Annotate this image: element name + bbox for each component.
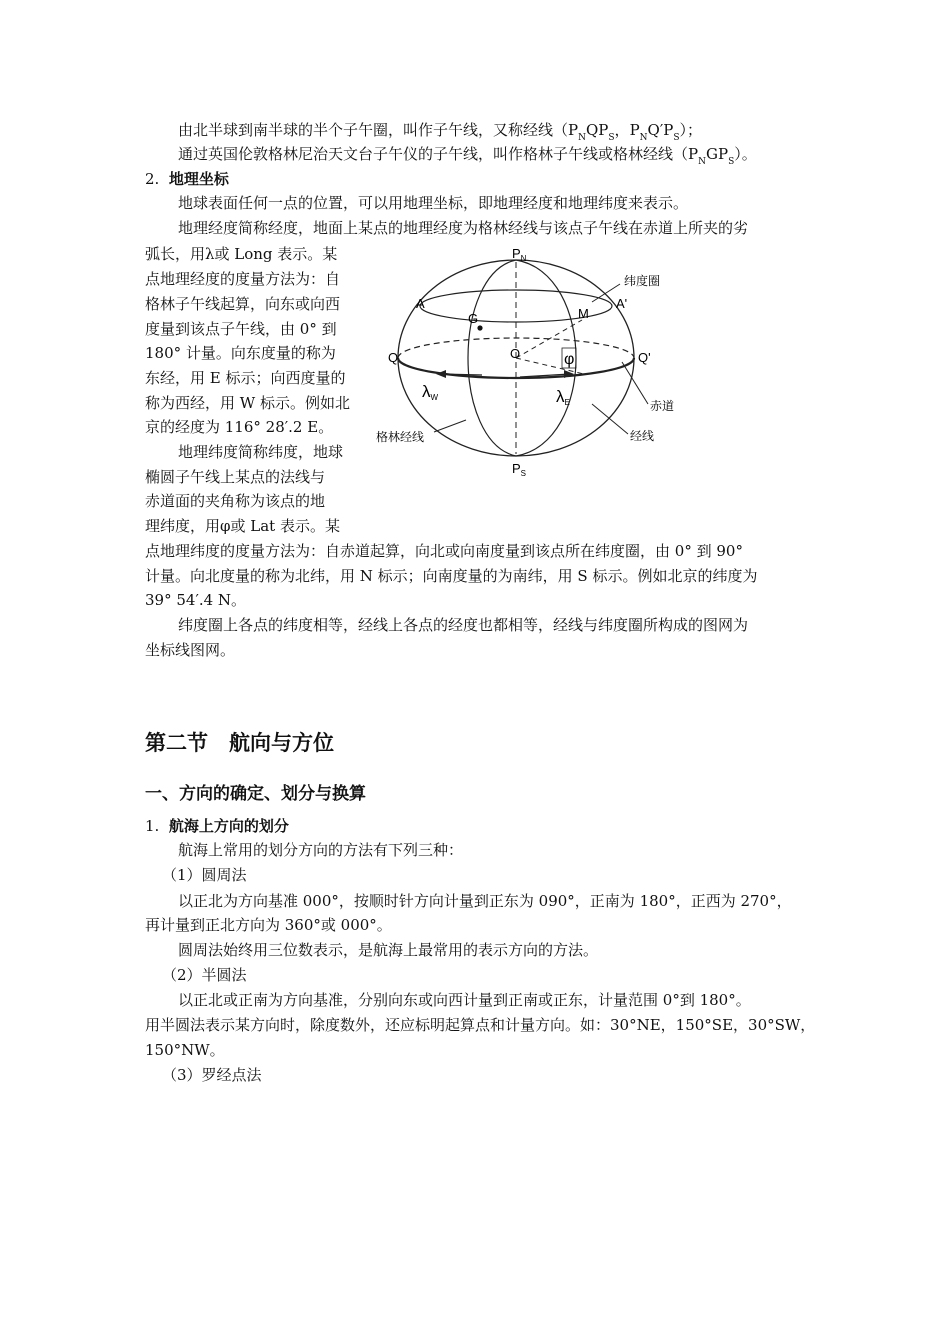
- method-1-line-2: 再计量到正北方向为 360°或 000°。: [145, 916, 392, 934]
- greenwich-meridian: [468, 260, 516, 456]
- text-run: 由北半球到南半球的半个子午圈，叫作子午线，又称经线（: [178, 121, 569, 139]
- symbol-p: P: [688, 145, 699, 163]
- left-col-line-5: 180° 计量。向东度量的称为: [145, 344, 336, 362]
- method-2-line-3: 150°NW。: [145, 1041, 225, 1059]
- subscript-n: N: [578, 133, 586, 143]
- left-col-line-1: 弧长，用λ或 Long 表示。某: [145, 245, 338, 263]
- separator: ，: [614, 121, 630, 139]
- label-latitude-circle: 纬度圈: [624, 274, 661, 288]
- subsection-number: 2.: [145, 170, 160, 188]
- label-lambda-w: λW: [422, 382, 439, 402]
- left-col-line-7: 称为西经，用 W 标示。例如北: [145, 394, 350, 412]
- section-heading-heading-and-bearing: 第二节 航向与方位: [145, 731, 334, 755]
- label-ps: $P_S$: [512, 461, 527, 478]
- leader-equator: [622, 362, 648, 404]
- symbol-gp: GP: [705, 145, 729, 163]
- label-pn: $P_N$: [512, 246, 527, 263]
- label-greenwich-meridian: 格林经线: [376, 430, 425, 444]
- leader-greenwich: [434, 420, 466, 432]
- label-phi: φ: [564, 351, 575, 368]
- graticule-line-2: 坐标线图网。: [145, 641, 236, 659]
- subscript-s: S: [673, 133, 680, 143]
- lambda-w-arrowhead: [436, 370, 446, 378]
- subscript-n: N: [639, 133, 648, 143]
- left-col-line-10: 椭圆子午线上某点的法线与: [145, 468, 326, 486]
- left-col-line-2: 点地理经度的度量方法为：自: [145, 270, 341, 288]
- item-title: 航海上方向的划分: [168, 817, 289, 835]
- method-2-line-2: 用半圆法表示某方向时，除度数外，还应标明起算点和计量方向。如：30°NE，150°SE，30°SW，: [145, 1016, 816, 1034]
- symbol-qp-prime: Q′P: [647, 121, 674, 139]
- paragraph-longitude-first-line: 地理经度简称经度，地面上某点的地理经度为格林经线与该点子午线在赤道上所夹的劣: [178, 219, 749, 237]
- label-m: M: [578, 306, 589, 321]
- symbol-p: P: [568, 121, 579, 139]
- method-2-line-1: 以正北或正南为方向基准，分别向东或向西计量到正南或正东，计量范围 0°到 180°。: [178, 991, 751, 1009]
- method-1-title: （1）圆周法: [162, 866, 247, 884]
- left-col-line-11: 赤道面的夹角称为该点的地: [145, 492, 326, 510]
- meridian-definition-line: [178, 120, 702, 143]
- left-col-line-9: 地理纬度简称纬度，地球: [178, 443, 344, 461]
- sub-heading-direction: 一、方向的确定、划分与换算: [145, 784, 366, 804]
- left-col-line-4: 度量到该点子午线，由 0° 到: [145, 320, 337, 338]
- earth-coordinate-figure: [370, 244, 690, 480]
- paragraph-methods-intro: 航海上常用的划分方向的方法有下列三种：: [178, 841, 464, 859]
- graticule-line-1: 纬度圈上各点的纬度相等，经线上各点的经度也都相等，经线与纬度圈所构成的图网为: [178, 616, 749, 634]
- symbol-p: P: [629, 121, 640, 139]
- paragraph-coordinates-intro: 地球表面任何一点的位置，可以用地理坐标，即地理经度和地理纬度来表示。: [178, 194, 689, 212]
- latitude-measure-line-2: 计量。向北度量的称为北纬，用 N 标示；向南度量的为南纬，用 S 标示。例如北京的纬度为: [145, 567, 758, 585]
- greenwich-meridian-line: [178, 144, 757, 167]
- latitude-measure-line-3: 39° 54′.4 N。: [145, 591, 247, 609]
- subscript-s: S: [728, 157, 735, 167]
- subscript-n: N: [698, 157, 706, 167]
- point-g: [477, 325, 482, 330]
- subsection-title: 地理坐标: [168, 170, 229, 188]
- left-col-line-6: 东经，用 E 标示；向西度量的: [145, 369, 346, 387]
- left-col-line-12: 理纬度，用φ或 Lat 表示。某: [145, 517, 340, 535]
- label-q: Q: [388, 350, 399, 365]
- item-number: 1.: [145, 817, 160, 835]
- method-1-line-1: 以正北为方向基准 000°，按顺时针方向计量到正东为 090°，正南为 180°，正西为 270°，: [178, 892, 792, 910]
- label-meridian: 经线: [630, 429, 655, 443]
- method-2-title: （2）半圆法: [162, 966, 247, 984]
- left-col-line-8: 京的经度为 116° 28′.2 E。: [145, 418, 334, 436]
- text-run: 通过英国伦敦格林尼治天文台子午仪的子午线，叫作格林子午线或格林经线（: [178, 145, 689, 163]
- label-a: A: [416, 296, 425, 311]
- label-a-prime: A': [616, 296, 628, 311]
- item-heading-direction-division: [145, 816, 289, 836]
- label-g: G: [468, 311, 479, 326]
- text-run: ）。: [734, 145, 757, 163]
- text-run: ）；: [679, 121, 703, 139]
- subscript-s: S: [608, 133, 615, 143]
- label-q-prime: Q': [638, 350, 651, 365]
- label-lambda-e: λE: [556, 387, 570, 407]
- method-1-note: 圆周法始终用三位数表示，是航海上最常用的表示方向的方法。: [178, 941, 599, 959]
- latitude-measure-line-1: 点地理纬度的度量方法为：自赤道起算，向北或向南度量到该点所在纬度圈，由 0° 到 90°: [145, 542, 743, 560]
- symbol-qp: QP: [585, 121, 609, 139]
- method-3-title: （3）罗经点法: [162, 1066, 262, 1084]
- left-col-line-3: 格林子午线起算，向东或向西: [145, 295, 341, 313]
- label-o: O: [510, 346, 521, 361]
- subsection-heading-geographic-coordinates: [145, 169, 229, 189]
- label-equator: 赤道: [650, 399, 675, 413]
